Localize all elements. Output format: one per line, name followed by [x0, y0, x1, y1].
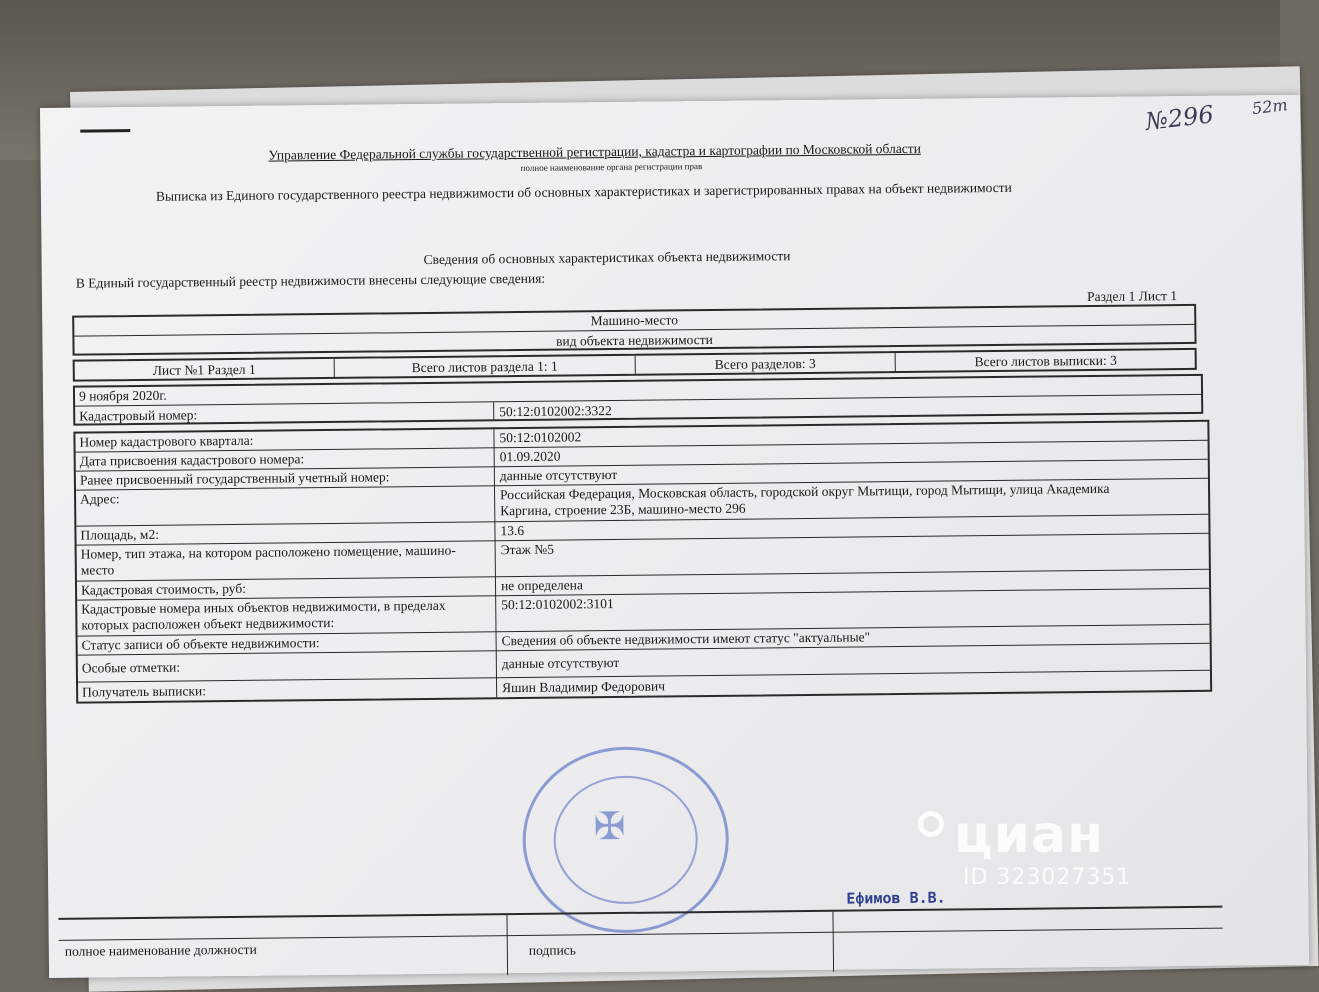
table-row-value: 01.09.2020 — [499, 448, 561, 465]
section-title: Сведения об основных характеристиках объекта недвижимости — [423, 248, 791, 267]
address-value-line1: Российская Федерация, Московская область, городской округ Мытищи, город Мытищи, улица Академика — [499, 480, 1110, 503]
table-row-value: 13.6 — [500, 522, 525, 539]
table-row-value: Этаж №5 — [500, 541, 555, 558]
watermark-logo: циан — [954, 805, 1104, 865]
top-dash — [80, 129, 130, 133]
table-row-label: Статус записи об объекте недвижимости: — [81, 635, 320, 653]
handwritten-note: №296 — [1143, 100, 1216, 136]
table-row-label: Дата присвоения кадастрового номера: — [79, 451, 305, 469]
table-row-label: Площадь, м2: — [80, 526, 160, 543]
document-title: Выписка из Единого государственного реестра недвижимости об основных характеристиках и зарегистрированных правах на объект недвижимости — [155, 179, 1012, 204]
cian-watermark — [918, 805, 1158, 895]
position-caption: полное наименование должности — [64, 941, 257, 959]
table-row-value: 50:12:0102002 — [499, 429, 582, 446]
object-type-box — [72, 304, 1196, 356]
table-row-label: Получатель выписки: — [82, 683, 207, 700]
signer-name: Ефимов В.В. — [846, 888, 946, 908]
cadastral-number-value: 50:12:0102002:3322 — [499, 403, 612, 420]
table-row-label-line2: которых расположен объект недвижимости: — [81, 614, 335, 633]
table-row-label: Кадастровая стоимость, руб: — [80, 580, 247, 598]
address-value-line2: Каргина, строение 23Б, машино-место 296 — [500, 500, 746, 519]
table-row-value: 50:12:0102002:3101 — [501, 596, 614, 613]
table-row-value: Сведения об объекте недвижимости имеют статус "актуальные" — [501, 629, 871, 649]
organization-name: Управление Федеральной службы государственной регистрации, кадастра и картографии по Московской области — [268, 140, 921, 163]
cadastral-number-label: Кадастровый номер: — [79, 407, 198, 424]
handwritten-note-2: 52т — [1251, 95, 1289, 119]
table-row-label: Кадастровые номера иных объектов недвижимости, в пределах — [81, 597, 446, 617]
recipient-value: Яшин Владимир Федорович — [502, 678, 666, 696]
cadastral-number-box — [73, 374, 1203, 426]
coat-of-arms-icon: ✠ — [593, 803, 626, 849]
extract-date: 9 ноября 2020г. — [78, 387, 167, 404]
table-row-label: Ранее присвоенный государственный учетный номер: — [79, 469, 390, 488]
official-seal — [522, 746, 730, 934]
sheet-number: Лист №1 Раздел 1 — [152, 361, 256, 378]
section-intro: В Единый государственный реестр недвижимости внесены следующие сведения: — [75, 270, 546, 291]
details-table — [73, 420, 1212, 704]
total-extract-sheets: Всего листов выписки: 3 — [974, 352, 1117, 370]
table-row-label: Номер кадастрового квартала: — [79, 432, 254, 450]
object-type-value: Машино-место — [590, 312, 679, 329]
total-section-sheets: Всего листов раздела 1: 1 — [411, 358, 558, 376]
table-row-value: данные отсутствуют — [499, 466, 618, 484]
table-row-label: Номер, тип этажа, на котором расположено помещение, машино- — [80, 542, 456, 562]
total-sections: Всего разделов: 3 — [714, 355, 816, 372]
location-pin-icon — [918, 811, 944, 837]
watermark-id: ID 323027351 — [963, 865, 1132, 890]
table-row-label-line2: место — [80, 562, 115, 578]
signature-caption: подпись — [528, 942, 576, 958]
sheet-reference: Раздел 1 Лист 1 — [1086, 288, 1178, 305]
object-type-caption: вид объекта недвижимости — [556, 331, 713, 349]
table-row-label: Адрес: — [80, 491, 120, 507]
table-row-value: не определена — [500, 577, 584, 594]
table-row-value: данные отсутствуют — [501, 654, 620, 672]
organization-caption: полное наименование органа регистрации прав — [520, 161, 703, 173]
signature-table — [58, 906, 1223, 980]
table-row-label: Особые отметки: — [81, 659, 181, 676]
